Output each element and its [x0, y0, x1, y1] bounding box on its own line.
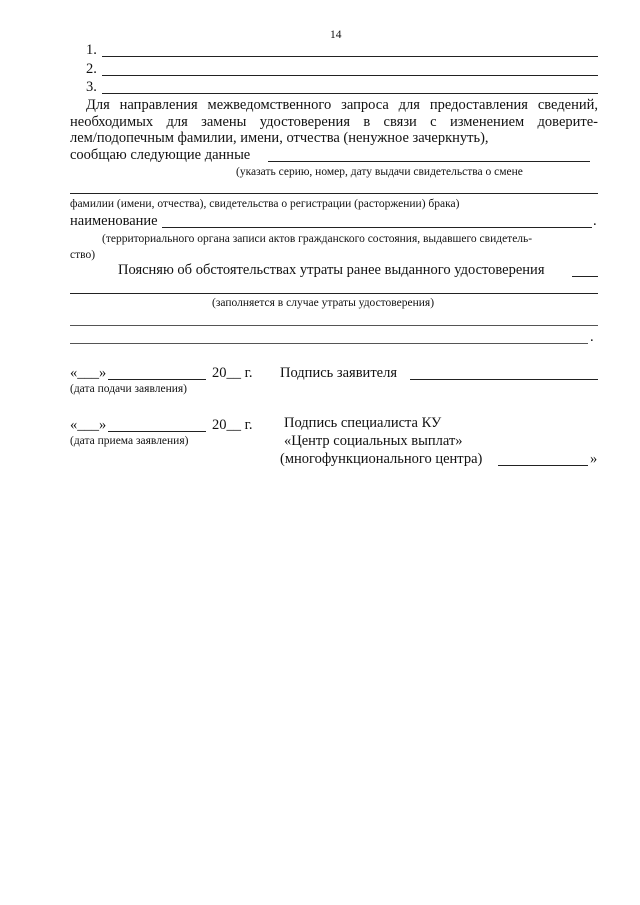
period: .: [593, 213, 597, 229]
field-hint: фамилии (имени, отчества), свидетельства о регистрации (расторжении) брака): [70, 198, 460, 210]
blank-line: [102, 75, 598, 76]
date-open: «___»: [70, 417, 107, 433]
blank-line: [268, 161, 590, 162]
blank-line: [70, 343, 588, 344]
list-item-number: 3.: [86, 79, 97, 95]
paragraph-line: сообщаю следующие данные: [70, 147, 251, 163]
blank-line: [70, 193, 598, 194]
date-line: [108, 431, 206, 432]
blank-line: [162, 227, 592, 228]
signature-line: [498, 465, 588, 466]
signature-label: Подпись заявителя: [280, 365, 397, 381]
organization-name: «Центр социальных выплат»: [284, 433, 463, 449]
paragraph-line: лем/подопечным фамилии, имени, отчества (ненужное зачеркнуть),: [70, 130, 489, 146]
blank-line: [70, 293, 598, 294]
blank-line: [572, 276, 598, 277]
page-number: 14: [330, 29, 342, 41]
blank-line: [70, 325, 598, 326]
date-hint: (дата приема заявления): [70, 435, 189, 447]
paragraph-line: необходимых для замены удостоверения в связи с изменением доверите-: [70, 114, 598, 130]
field-hint: ство): [70, 249, 96, 261]
loss-label: Поясняю об обстоятельствах утраты ранее выданного удостоверения: [118, 262, 545, 278]
blank-line: [102, 56, 598, 57]
blank-line: [102, 93, 598, 94]
year-label: 20__ г.: [212, 417, 253, 433]
closing-quote: »: [590, 451, 598, 467]
field-label: наименование: [70, 213, 158, 229]
date-hint: (дата подачи заявления): [70, 383, 187, 395]
date-open: «___»: [70, 365, 107, 381]
organization-name: (многофункционального центра): [280, 451, 483, 467]
list-item-number: 1.: [86, 42, 97, 58]
period: .: [590, 329, 594, 345]
paragraph-line: Для направления межведомственного запроса для предоставления сведений,: [86, 97, 598, 113]
year-label: 20__ г.: [212, 365, 253, 381]
field-hint: (указать серию, номер, дату выдачи свидетельства о смене: [236, 166, 523, 178]
field-hint: (территориального органа записи актов гражданского состояния, выдавшего свидетель-: [102, 233, 533, 245]
list-item-number: 2.: [86, 61, 97, 77]
signature-line: [410, 379, 598, 380]
field-hint: (заполняется в случае утраты удостоверения): [212, 297, 435, 309]
signature-label: Подпись специалиста КУ: [284, 415, 442, 431]
date-line: [108, 379, 206, 380]
